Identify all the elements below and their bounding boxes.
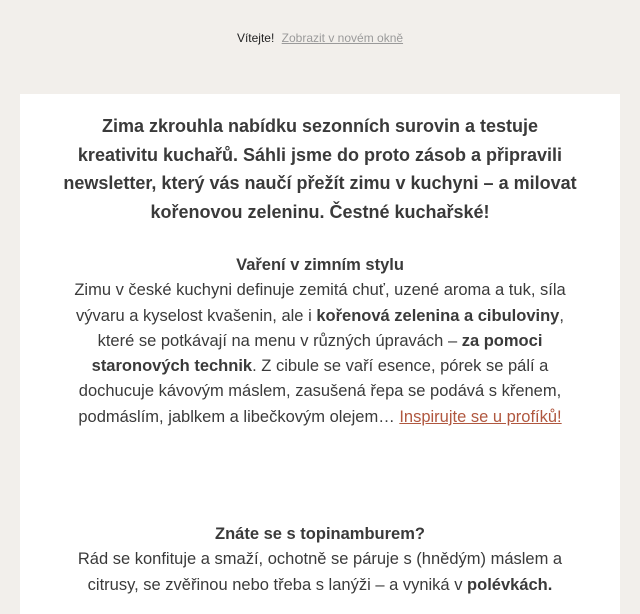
body-text: , které se potkávají na menu v různých úpravách –: [97, 306, 564, 350]
body-bold-text: polévkách.: [467, 575, 553, 594]
body-bold-text: kořenová zelenina a cibuloviny: [316, 306, 560, 325]
welcome-text: Vítejte!: [236, 31, 275, 45]
body-text: . Z cibule se vaří esence, pórek se pálí a dochucuje kávovým máslem, zasušená řepa se podává s křenem, podmáslím, jablkem a libečkovým olejem…: [78, 357, 562, 426]
inspire-link[interactable]: Inspirujte se u profíků!: [399, 407, 562, 426]
preheader: [0, 30, 640, 46]
view-in-new-window-link[interactable]: Zobrazit v novém okně: [281, 31, 404, 45]
body-text: Zimu v české kuchyni definuje zemitá chuť, uzené aroma a tuk, síla vývaru a kyselost kvašenin, ale i: [74, 281, 566, 325]
body-text: Rád se konfituje a smaží, ochotně se páruje s (hnědým) máslem a citrusy, se zvěřinou nebo třeba s lanýži – a vyniká v: [77, 550, 563, 594]
section-winter-cooking: [60, 253, 580, 430]
body-bold-text: za pomoci staronových technik: [91, 331, 543, 376]
newsletter-card: [20, 94, 620, 614]
intro-heading: Zima zkrouhla nabídku sezonních surovin a testuje kreativitu kuchařů. Sáhli jsme do proto zásob a připravili newsletter, který vás naučí přežít zimu v kuchyni – a milovat kořenovou zeleninu. Čestné kuchařské!: [63, 116, 577, 222]
section-body: [60, 278, 580, 430]
section-title: Znáte se s topinamburem?: [215, 525, 425, 544]
section-title: Vaření v zimním stylu: [236, 256, 404, 274]
section-body: [60, 547, 580, 598]
section-topinambur: [60, 522, 580, 598]
